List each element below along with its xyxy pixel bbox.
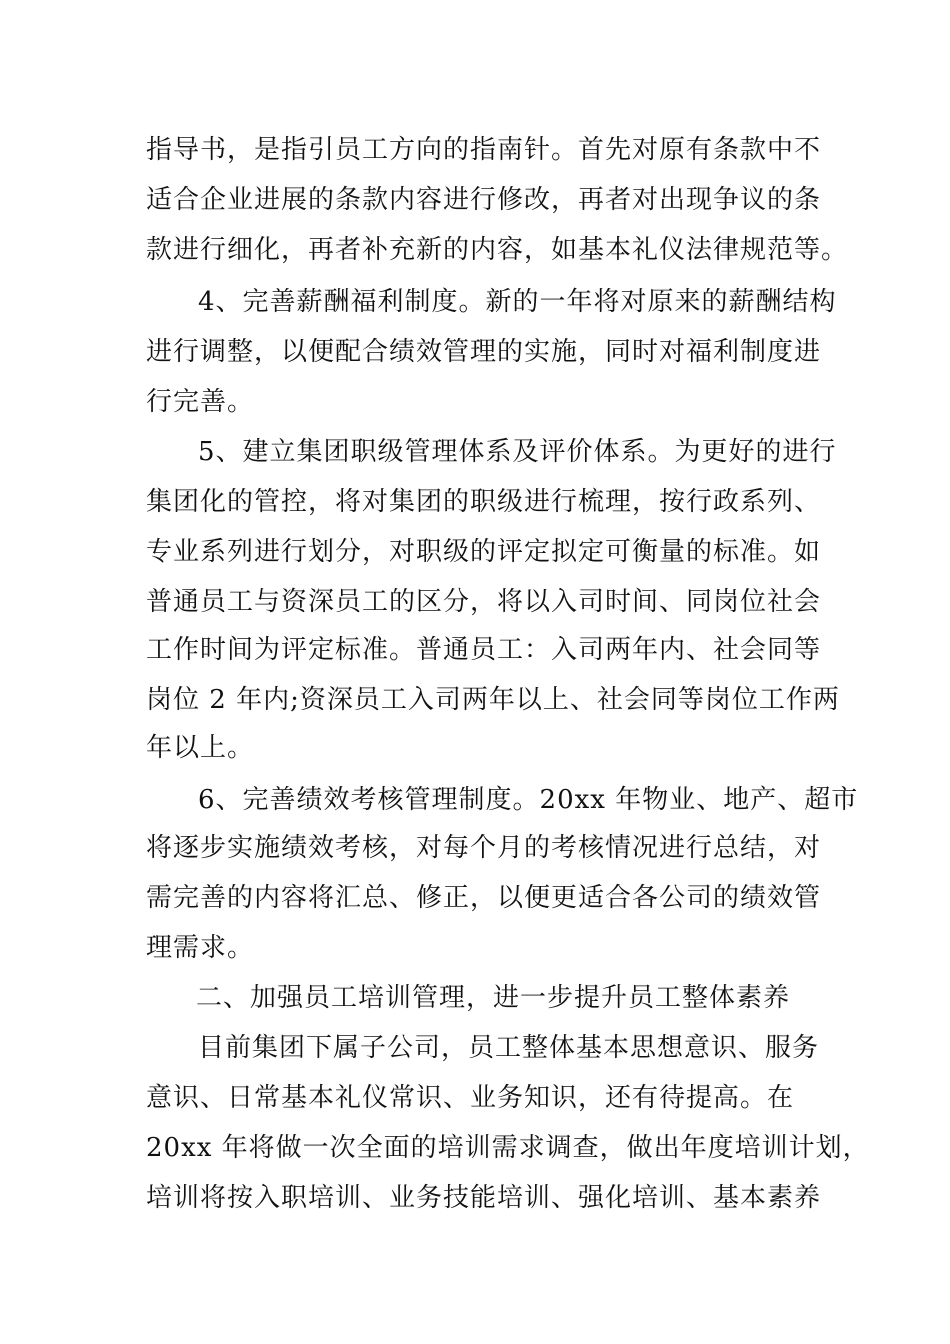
text-line: 款进行细化，再者补充新的内容，如基本礼仪法律规范等。 bbox=[146, 235, 849, 265]
text-line: 工作时间为评定标准。普通员工：入司两年内、社会同等 bbox=[146, 635, 822, 665]
text-line: 6、完善绩效考核管理制度。20xx 年物业、地产、超市 bbox=[198, 785, 859, 815]
text-line: 指导书，是指引员工方向的指南针。首先对原有条款中不 bbox=[146, 135, 822, 165]
text-line: 4、完善薪酬福利制度。新的一年将对原来的薪酬结构 bbox=[198, 287, 837, 317]
text-line: 行完善。 bbox=[146, 387, 255, 417]
text-line: 集团化的管控，将对集团的职级进行梳理，按行政系列、 bbox=[146, 487, 822, 517]
text-line: 专业系列进行划分，对职级的评定拟定可衡量的标准。如 bbox=[146, 537, 822, 567]
text-line: 普通员工与资深员工的区分，将以入司时间、同岗位社会 bbox=[146, 587, 822, 617]
text-line: 将逐步实施绩效考核，对每个月的考核情况进行总结，对 bbox=[146, 833, 822, 863]
text-line: 目前集团下属子公司，员工整体基本思想意识、服务 bbox=[198, 1033, 820, 1063]
text-line: 5、建立集团职级管理体系及评价体系。为更好的进行 bbox=[198, 437, 837, 467]
text-line: 年以上。 bbox=[146, 733, 255, 763]
text-line: 20xx 年将做一次全面的培训需求调查，做出年度培训计划， bbox=[146, 1133, 870, 1163]
text-line: 岗位 2 年内;资深员工入司两年以上、社会同等岗位工作两 bbox=[146, 685, 840, 715]
text-line: 需完善的内容将汇总、修正，以便更适合各公司的绩效管 bbox=[146, 883, 822, 913]
text-line: 进行调整，以便配合绩效管理的实施，同时对福利制度进 bbox=[146, 337, 822, 367]
section-heading: 二、加强员工培训管理，进一步提升员工整体素养 bbox=[196, 983, 791, 1013]
text-line: 适合企业进展的条款内容进行修改，再者对出现争议的条 bbox=[146, 185, 822, 215]
text-line: 意识、日常基本礼仪常识、业务知识，还有待提高。在 bbox=[146, 1083, 795, 1113]
text-line: 培训将按入职培训、业务技能培训、强化培训、基本素养 bbox=[146, 1183, 822, 1213]
text-line: 理需求。 bbox=[146, 933, 255, 963]
